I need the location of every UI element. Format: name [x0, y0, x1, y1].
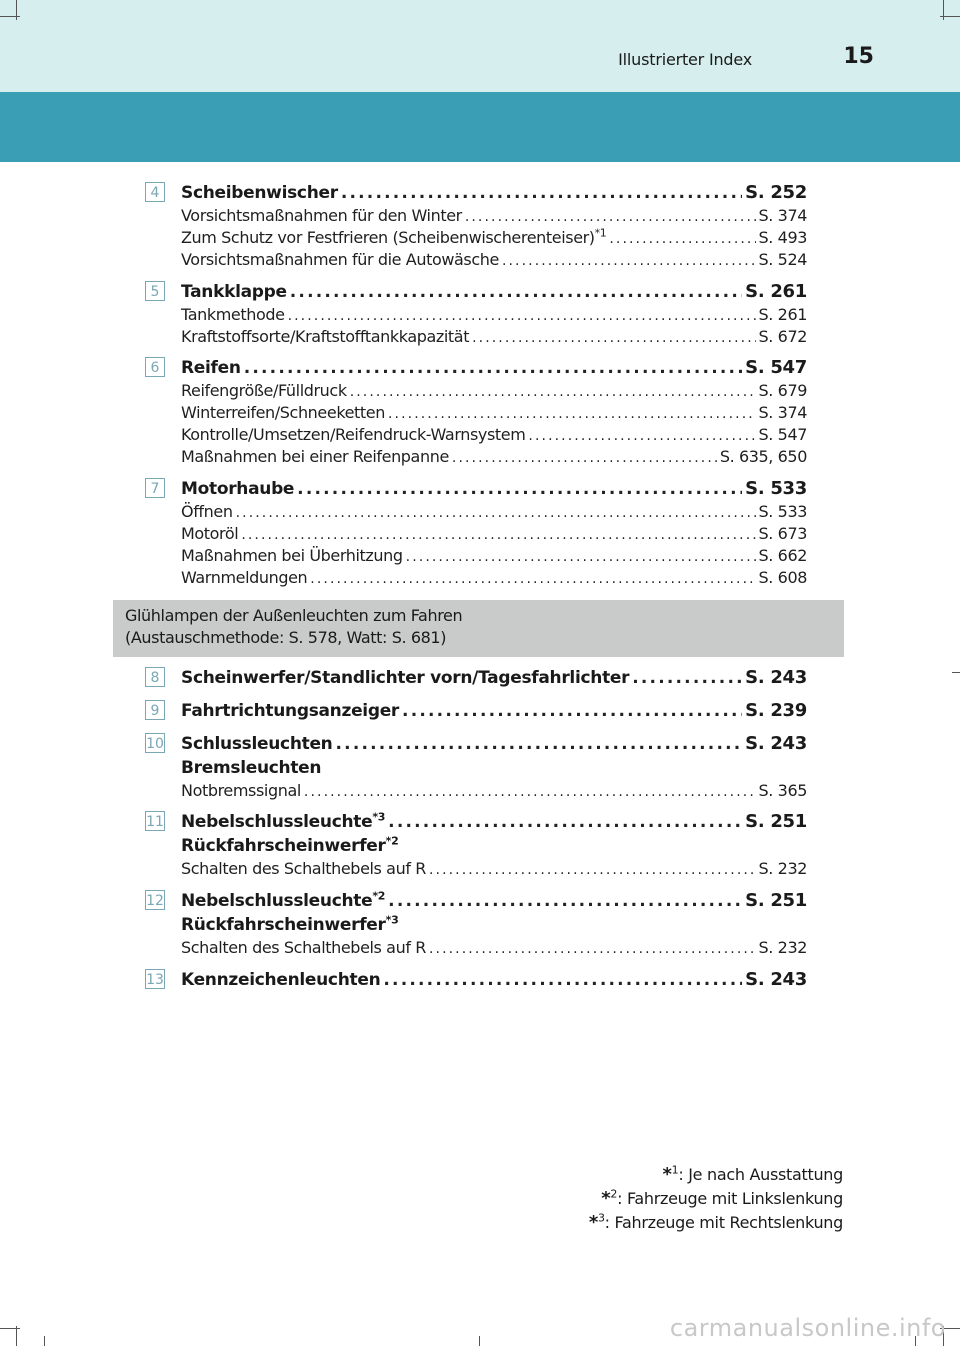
section-heading-box: [113, 600, 844, 657]
leader-dots: [632, 666, 742, 690]
page-reference: S. 374: [758, 403, 807, 422]
index-main-row[interactable]: [145, 889, 807, 913]
leader-dots: [388, 403, 756, 424]
leader-dots: [388, 810, 742, 834]
index-main-row[interactable]: [145, 666, 807, 690]
index-entry: [145, 181, 807, 271]
leader-dots: [310, 568, 755, 589]
sub-label: Schalten des Schalthebels auf R: [181, 859, 426, 878]
footnote-marker: *2: [372, 889, 386, 903]
index-sub-row[interactable]: [145, 227, 807, 249]
leader-dots: [236, 502, 756, 523]
index-sub-row[interactable]: [145, 858, 807, 880]
callout-number: 10: [145, 733, 165, 753]
crop-mark: [943, 0, 944, 20]
callout-number: 4: [145, 182, 165, 202]
footnote-marker: *3: [372, 810, 386, 824]
section-title: Glühlampen der Außenleuchten zum Fahren: [125, 606, 463, 625]
index-sub-row[interactable]: [145, 380, 807, 402]
index-sub-row[interactable]: [145, 205, 807, 227]
footnote-marker: *2: [385, 834, 399, 848]
index-sub-row[interactable]: [145, 402, 807, 424]
entry-label: Kennzeichenleuchten: [181, 970, 381, 990]
index-sub-row[interactable]: [145, 545, 807, 567]
leader-dots: [502, 250, 756, 271]
page-reference: S. 679: [758, 381, 807, 400]
page-reference: S. 608: [758, 568, 807, 587]
page-reference: S. 251: [745, 890, 807, 911]
entry-label: Fahrtrichtungsanzeiger: [181, 701, 400, 721]
callout-number: 8: [145, 667, 165, 687]
index-sub-row[interactable]: [145, 780, 807, 802]
leader-dots: [429, 938, 756, 959]
index-main-row[interactable]: [145, 732, 807, 756]
index-main-row[interactable]: [145, 280, 807, 304]
page-reference: S. 673: [758, 524, 807, 543]
index-entry: [145, 810, 807, 880]
page-reference: S. 635, 650: [719, 447, 807, 466]
sub-label: Vorsichtsmaßnahmen für die Autowäsche: [181, 250, 499, 269]
page-reference: S. 365: [758, 781, 807, 800]
leader-dots: [472, 327, 755, 348]
page-reference: S. 493: [758, 228, 807, 247]
leader-dots: [297, 477, 742, 501]
leader-dots: [383, 968, 742, 992]
leader-dots: [388, 889, 742, 913]
callout-number: 9: [145, 700, 165, 720]
entry-label: Nebelschlussleuchte$^{*2}$: [181, 889, 386, 911]
page-reference: S. 252: [745, 182, 807, 203]
index-entry: [145, 968, 807, 992]
leader-dots: [288, 305, 756, 326]
sub-label: Schalten des Schalthebels auf R: [181, 938, 426, 957]
page-reference: S. 243: [745, 733, 807, 754]
leader-dots: [402, 699, 742, 723]
sub-label: Öffnen: [181, 502, 233, 521]
sub-label: Reifengröße/Fülldruck: [181, 381, 347, 400]
callout-number: 11: [145, 811, 165, 831]
index-sub-row[interactable]: [145, 937, 807, 959]
header-color-bar: [0, 92, 960, 162]
index-sub-row[interactable]: [145, 567, 807, 589]
footnote-1: *$^1$: Je nach Ausstattung: [662, 1163, 843, 1185]
crop-mark: [952, 672, 960, 673]
footnote-marker: *1: [594, 227, 607, 240]
leader-dots: [452, 447, 717, 468]
crop-mark: [0, 16, 20, 17]
index-main-row[interactable]: [145, 968, 807, 992]
leader-dots: [244, 356, 742, 380]
page-reference: S. 261: [758, 305, 807, 324]
callout-number: 6: [145, 357, 165, 377]
index-sub-row[interactable]: [145, 304, 807, 326]
entry-label: Schlussleuchten: [181, 734, 333, 754]
header-band: [0, 0, 960, 92]
footnotes: [589, 1163, 843, 1235]
index-entry: [145, 732, 807, 802]
page-reference: S. 533: [758, 502, 807, 521]
entry-label: Tankklappe: [181, 282, 287, 302]
leader-dots: [336, 732, 743, 756]
sub-label: Zum Schutz vor Festfrieren (Scheibenwischerenteiser)$^{*1}$: [181, 227, 607, 247]
page-reference: S. 243: [745, 667, 807, 688]
entry-label: Nebelschlussleuchte$^{*3}$: [181, 810, 386, 832]
page-reference: S. 232: [758, 859, 807, 878]
callout-number: 7: [145, 478, 165, 498]
page-reference: S. 547: [758, 425, 807, 444]
entry-label-extra[interactable]: Rückfahrscheinwerfer$^{*2}$: [181, 834, 399, 856]
page-reference: S. 374: [758, 206, 807, 225]
page-reference: S. 232: [758, 938, 807, 957]
sub-label: Kraftstoffsorte/Kraftstofftankkapazität: [181, 327, 470, 346]
sub-label: Tankmethode: [181, 305, 285, 324]
page-reference: S. 672: [758, 327, 807, 346]
page-reference: S. 533: [745, 478, 807, 499]
sub-label: Kontrolle/Umsetzen/Reifendruck-Warnsystem: [181, 425, 526, 444]
index-sub-row[interactable]: [145, 501, 807, 523]
callout-number: 5: [145, 281, 165, 301]
callout-number: 13: [145, 969, 165, 989]
index-main-row[interactable]: [145, 810, 807, 834]
leader-dots: [406, 546, 756, 567]
leader-dots: [304, 781, 756, 802]
entry-label-extra[interactable]: Bremsleuchten: [181, 758, 322, 778]
sub-label: Warnmeldungen: [181, 568, 308, 587]
callout-number: 12: [145, 890, 165, 910]
leader-dots: [465, 206, 756, 227]
crop-mark: [44, 1336, 45, 1346]
page-reference: S. 547: [745, 357, 807, 378]
sub-label: Motoröl: [181, 524, 239, 543]
index-entry: [145, 477, 807, 589]
page-number: 15: [843, 44, 874, 69]
page-reference: S. 251: [745, 811, 807, 832]
index-main-row[interactable]: [145, 356, 807, 380]
page-reference: S. 662: [758, 546, 807, 565]
page-reference: S. 243: [745, 969, 807, 990]
leader-dots: [350, 381, 756, 402]
footnote-marker: *3: [385, 913, 399, 927]
entry-label: Scheinwerfer/Standlichter vorn/Tagesfahrlichter: [181, 668, 630, 688]
crop-mark: [479, 1336, 480, 1346]
watermark: carmanualsonline.info: [669, 1314, 946, 1342]
index-sub-row[interactable]: [145, 446, 807, 468]
index-main-row[interactable]: [145, 699, 807, 723]
index-entry: [145, 356, 807, 468]
entry-label: Reifen: [181, 358, 241, 378]
page-reference: S. 524: [758, 250, 807, 269]
index-sub-row[interactable]: [145, 523, 807, 545]
sub-label: Notbremssignal: [181, 781, 301, 800]
crop-mark: [0, 1328, 20, 1329]
footnote-2: *$^2$: Fahrzeuge mit Linkslenkung: [601, 1187, 843, 1209]
entry-label: Scheibenwischer: [181, 183, 338, 203]
page-reference: S. 261: [745, 281, 807, 302]
crop-mark: [16, 0, 17, 20]
sub-label: Vorsichtsmaßnahmen für den Winter: [181, 206, 462, 225]
section-subtitle: (Austauschmethode: S. 578, Watt: S. 681): [125, 628, 447, 647]
leader-dots: [429, 859, 756, 880]
leader-dots: [341, 181, 742, 205]
sub-label: Maßnahmen bei einer Reifenpanne: [181, 447, 449, 466]
leader-dots: [290, 280, 742, 304]
index-entry: [145, 666, 807, 690]
index-entry: [145, 280, 807, 348]
index-entry: [145, 699, 807, 723]
index-entry: [145, 889, 807, 959]
leader-dots: [609, 228, 755, 249]
entry-label: Motorhaube: [181, 479, 295, 499]
index-main-row[interactable]: [145, 477, 807, 501]
index-sub-row[interactable]: [145, 326, 807, 348]
sub-label: Winterreifen/Schneeketten: [181, 403, 385, 422]
crop-mark: [16, 1326, 17, 1346]
index-sub-row[interactable]: [145, 424, 807, 446]
leader-dots: [241, 524, 755, 545]
leader-dots: [528, 425, 755, 446]
index-sub-row[interactable]: [145, 249, 807, 271]
sub-label: Maßnahmen bei Überhitzung: [181, 546, 403, 565]
footnote-3: *$^3$: Fahrzeuge mit Rechtslenkung: [588, 1211, 843, 1233]
page-reference: S. 239: [745, 700, 807, 721]
index-main-row[interactable]: [145, 181, 807, 205]
entry-label-extra[interactable]: Rückfahrscheinwerfer$^{*3}$: [181, 913, 399, 935]
page-header-title: Illustrierter Index: [618, 50, 752, 69]
